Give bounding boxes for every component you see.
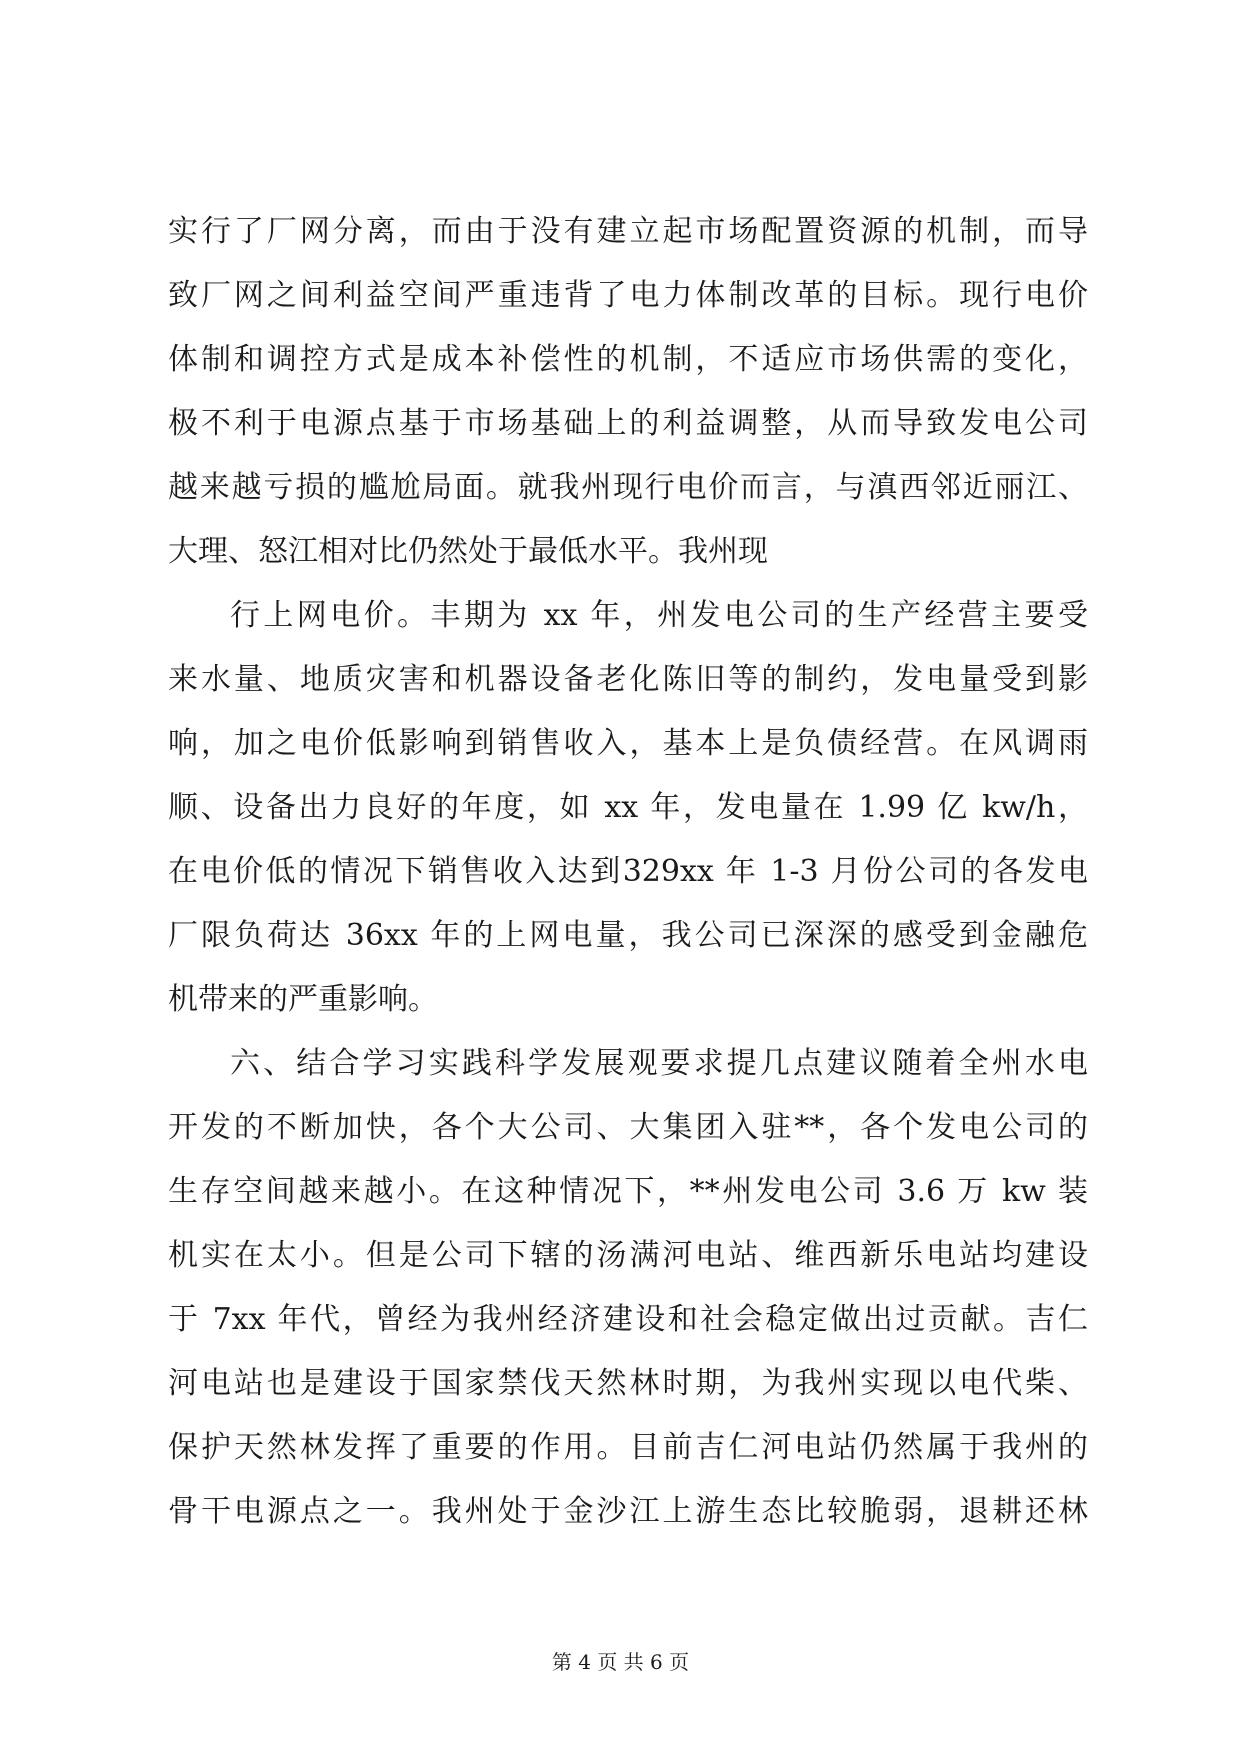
- text-line: 致厂网之间利益空间严重违背了电力体制改革的目标。现行电价: [168, 278, 1088, 313]
- text-line: 机实在太小。但是公司下辖的汤满河电站、维西新乐电站均建设: [168, 1238, 1088, 1273]
- text-line: 极不利于电源点基于市场基础上的利益调整，从而导致发电公司: [168, 406, 1088, 441]
- page-number: 第 4 页 共 6 页: [551, 1650, 690, 1674]
- text-line: 生存空间越来越小。在这种情况下，**州发电公司 3.6 万 kw 装: [168, 1174, 1088, 1209]
- text-line: 骨干电源点之一。我州处于金沙江上游生态比较脆弱，退耕还林: [168, 1494, 1088, 1529]
- text-line: 实行了厂网分离，而由于没有建立起市场配置资源的机制，而导: [168, 214, 1088, 249]
- text-line: 保护天然林发挥了重要的作用。目前吉仁河电站仍然属于我州的: [168, 1430, 1088, 1465]
- text-line: 厂限负荷达 36xx 年的上网电量，我公司已深深的感受到金融危: [168, 918, 1088, 953]
- text-line: 机带来的严重影响。: [168, 982, 438, 1017]
- text-line: 开发的不断加快，各个大公司、大集团入驻**，各个发电公司的: [168, 1110, 1088, 1145]
- text-line: 在电价低的情况下销售收入达到329xx 年 1-3 月份公司的各发电: [168, 854, 1088, 889]
- text-line: 越来越亏损的尴尬局面。就我州现行电价而言，与滇西邻近丽江、: [168, 470, 1088, 505]
- text-line: 来水量、地质灾害和机器设备老化陈旧等的制约，发电量受到影: [168, 662, 1088, 697]
- page-footer: [0, 1648, 1241, 1676]
- text-line: 体制和调控方式是成本补偿性的机制，不适应市场供需的变化，: [168, 342, 1088, 377]
- text-line: 于 7xx 年代，曾经为我州经济建设和社会稳定做出过贡献。吉仁: [168, 1302, 1088, 1337]
- text-line: 响，加之电价低影响到销售收入，基本上是负债经营。在风调雨: [168, 726, 1088, 761]
- text-line: 大理、怒江相对比仍然处于最低水平。我州现: [168, 534, 768, 569]
- body-text: [168, 200, 1088, 1544]
- text-line: 顺、设备出力良好的年度，如 xx 年，发电量在 1.99 亿 kw/h，: [168, 790, 1088, 825]
- text-line: 六、结合学习实践科学发展观要求提几点建议随着全州水电: [230, 1046, 1088, 1081]
- text-line: 河电站也是建设于国家禁伐天然林时期，为我州实现以电代柴、: [168, 1366, 1088, 1401]
- text-line: 行上网电价。丰期为 xx 年，州发电公司的生产经营主要受: [230, 598, 1088, 633]
